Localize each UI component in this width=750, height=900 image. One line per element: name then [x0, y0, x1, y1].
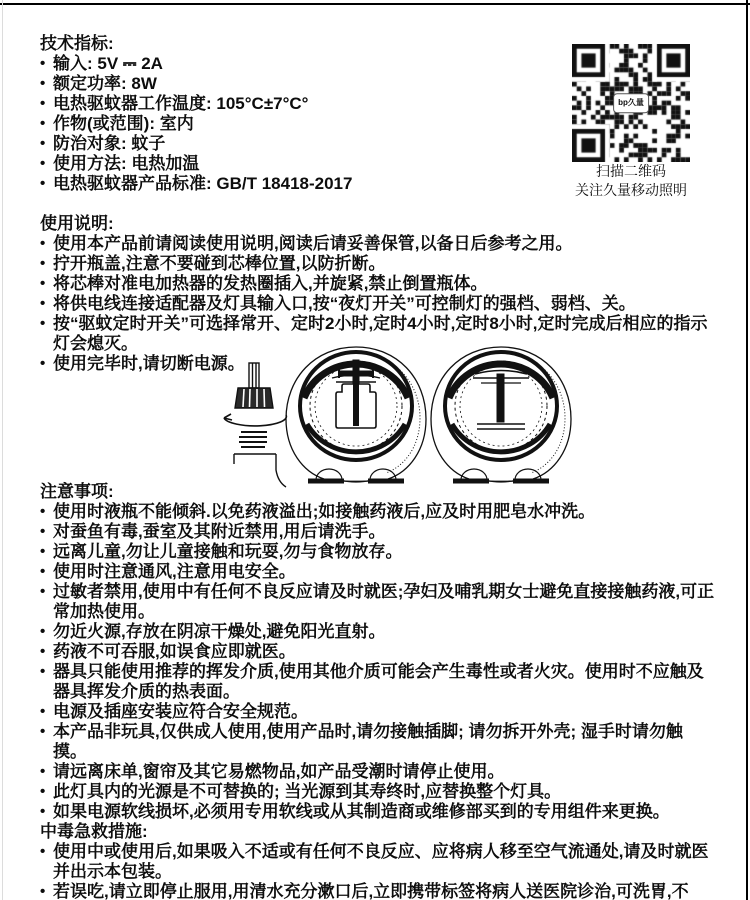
bullet-item [40, 722, 716, 762]
bullet-dot-icon: • [40, 275, 46, 292]
bullet-dot-icon: • [40, 803, 46, 820]
bullet-dot-icon: • [40, 503, 46, 520]
bullet-dot-icon: • [40, 175, 46, 192]
bullet-text: 防治对象: 蚊子 [53, 134, 166, 153]
bullet-dot-icon: • [40, 583, 46, 600]
bullet-text: 输入: 5V ⎓ 2A [53, 54, 163, 73]
bullet-dot-icon: • [40, 563, 46, 580]
bullet-dot-icon: • [40, 883, 46, 900]
bullet-item [40, 702, 716, 722]
bullet-item [40, 842, 716, 882]
bullet-text: 作物(或范围): 室内 [53, 114, 194, 133]
bullet-dot-icon: • [40, 155, 46, 172]
bullet-dot-icon: • [40, 723, 46, 740]
bullet-item [40, 254, 716, 274]
page-border-right [746, 0, 748, 900]
bullet-text: 勿近火源,存放在阴凉干燥处,避免阳光直射。 [53, 622, 386, 641]
bullet-text: 药液不可吞服,如误食应即就医。 [53, 642, 296, 661]
bullet-text: 使用方法: 电热加温 [53, 154, 200, 173]
bullet-text: 按“驱蚊定时开关”可选择常开、定时2小时,定时4小时,定时8小时,定时完成后相应的指示灯会熄灭。 [53, 314, 708, 353]
bullet-item [40, 502, 716, 522]
bullet-item [40, 882, 716, 900]
bullet-dot-icon: • [40, 543, 46, 560]
bullet-dot-icon: • [40, 115, 46, 132]
first-aid-list [40, 842, 716, 900]
bullet-dot-icon: • [40, 55, 46, 72]
bullet-text: 若误吃,请立即停止服用,用清水充分漱口后,立即携带标签将病人送医院诊治,可洗胃,不 [53, 882, 689, 900]
bullet-text: 电热驱蚊器工作温度: 105°C±7°C° [53, 94, 309, 113]
bullet-item [40, 582, 716, 622]
bullet-text: 使用时注意通风,注意用电安全。 [53, 562, 296, 581]
bullet-text: 额定功率: 8W [53, 74, 157, 93]
bullet-text: 使用本产品前请阅读使用说明,阅读后请妥善保管,以备日后参考之用。 [53, 234, 573, 253]
bullet-dot-icon: • [40, 663, 46, 680]
tech-specs-title: 技术指标: [40, 34, 114, 53]
precautions-title: 注意事项: [40, 482, 114, 501]
bullet-item [40, 234, 716, 254]
bullet-text: 对蚕鱼有毒,蚕室及其附近禁用,用后请洗手。 [53, 522, 386, 541]
page-border-top [0, 3, 750, 5]
bullet-text: 将供电线连接适配器及灯具输入口,按“夜灯开关”可控制灯的强档、弱档、关。 [53, 294, 636, 313]
bullet-item [40, 274, 716, 294]
repeller-heater-only-diagram [425, 344, 577, 486]
precautions-list [40, 502, 716, 822]
bullet-dot-icon: • [40, 295, 46, 312]
bullet-text: 器具只能使用推荐的挥发介质,使用其他介质可能会产生毒性或者火灾。使用时不应触及器具挥发介质的热表面。 [53, 662, 704, 701]
repeller-heater-only-svg [425, 344, 577, 486]
bullet-dot-icon: • [40, 235, 46, 252]
repeller-with-bottle-svg [280, 344, 432, 486]
bullet-text: 过敏者禁用,使用中有任何不良反应请及时就医;孕妇及哺乳期女士避免直接接触药液,可正常加热使用。 [53, 582, 715, 621]
bullet-item [40, 622, 716, 642]
page-border-left [2, 0, 3, 900]
bullet-text: 使用完毕时,请切断电源。 [53, 354, 245, 373]
bullet-dot-icon: • [40, 355, 46, 372]
bullet-dot-icon: • [40, 643, 46, 660]
bullet-text: 本产品非玩具,仅供成人使用,使用产品时,请勿接触插脚; 请勿拆开外壳; 湿手时请勿触摸。 [53, 722, 683, 761]
bullet-dot-icon: • [40, 255, 46, 272]
bullet-dot-icon: • [40, 135, 46, 152]
qr-wrap [572, 44, 690, 162]
bullet-item [40, 762, 716, 782]
bullet-dot-icon: • [40, 315, 46, 332]
bullet-dot-icon: • [40, 783, 46, 800]
qr-center-logo: bp久量 [613, 93, 649, 113]
bullet-text: 如果电源软线损坏,必须用专用软线或从其制造商或维修部买到的专用组件来更换。 [53, 802, 670, 821]
repeller-with-bottle-diagram [280, 344, 432, 486]
first-aid-title: 中毒急救措施: [40, 822, 148, 841]
bullet-item [40, 294, 716, 314]
bullet-item [40, 662, 716, 702]
section-precautions [40, 482, 716, 822]
bullet-text: 远离儿童,勿让儿童接触和玩耍,勿与食物放存。 [53, 542, 403, 561]
bullet-dot-icon: • [40, 843, 46, 860]
bullet-item [40, 802, 716, 822]
bullet-text: 电源及插座安装应符合安全规范。 [53, 702, 308, 721]
qr-caption-line1: 扫描二维码 [596, 163, 666, 179]
bullet-item [40, 522, 716, 542]
bullet-dot-icon: • [40, 523, 46, 540]
bullet-item [40, 562, 716, 582]
bullet-text: 电热驱蚊器产品标准: GB/T 18418-2017 [53, 174, 353, 193]
bullet-item [40, 542, 716, 562]
bullet-text: 此灯具内的光源是不可替换的; 当光源到其寿终时,应替换整个灯具。 [53, 782, 562, 801]
qr-block [556, 44, 706, 200]
bullet-text: 拧开瓶盖,注意不要碰到芯棒位置,以防折断。 [53, 254, 386, 273]
bullet-dot-icon: • [40, 703, 46, 720]
bullet-dot-icon: • [40, 75, 46, 92]
qr-caption-line2: 关注久量移动照明 [575, 182, 687, 198]
bullet-dot-icon: • [40, 95, 46, 112]
bullet-text: 使用中或使用后,如果吸入不适或有任何不良反应、应将病人移至空气流通处,请及时就医并出示本包装。 [53, 842, 709, 881]
usage-title: 使用说明: [40, 214, 114, 233]
bullet-item [40, 782, 716, 802]
bullet-text: 将芯棒对准电加热器的发热圈插入,并旋紧,禁止倒置瓶体。 [53, 274, 488, 293]
bullet-dot-icon: • [40, 623, 46, 640]
bullet-text: 请远离床单,窗帘及其它易燃物品,如产品受潮时请停止使用。 [53, 762, 505, 781]
bullet-dot-icon: • [40, 763, 46, 780]
bullet-text: 使用时液瓶不能倾斜.以免药液溢出;如接触药液后,应及时用肥皂水冲洗。 [53, 502, 596, 521]
section-first-aid [40, 822, 716, 900]
bullet-item [40, 642, 716, 662]
